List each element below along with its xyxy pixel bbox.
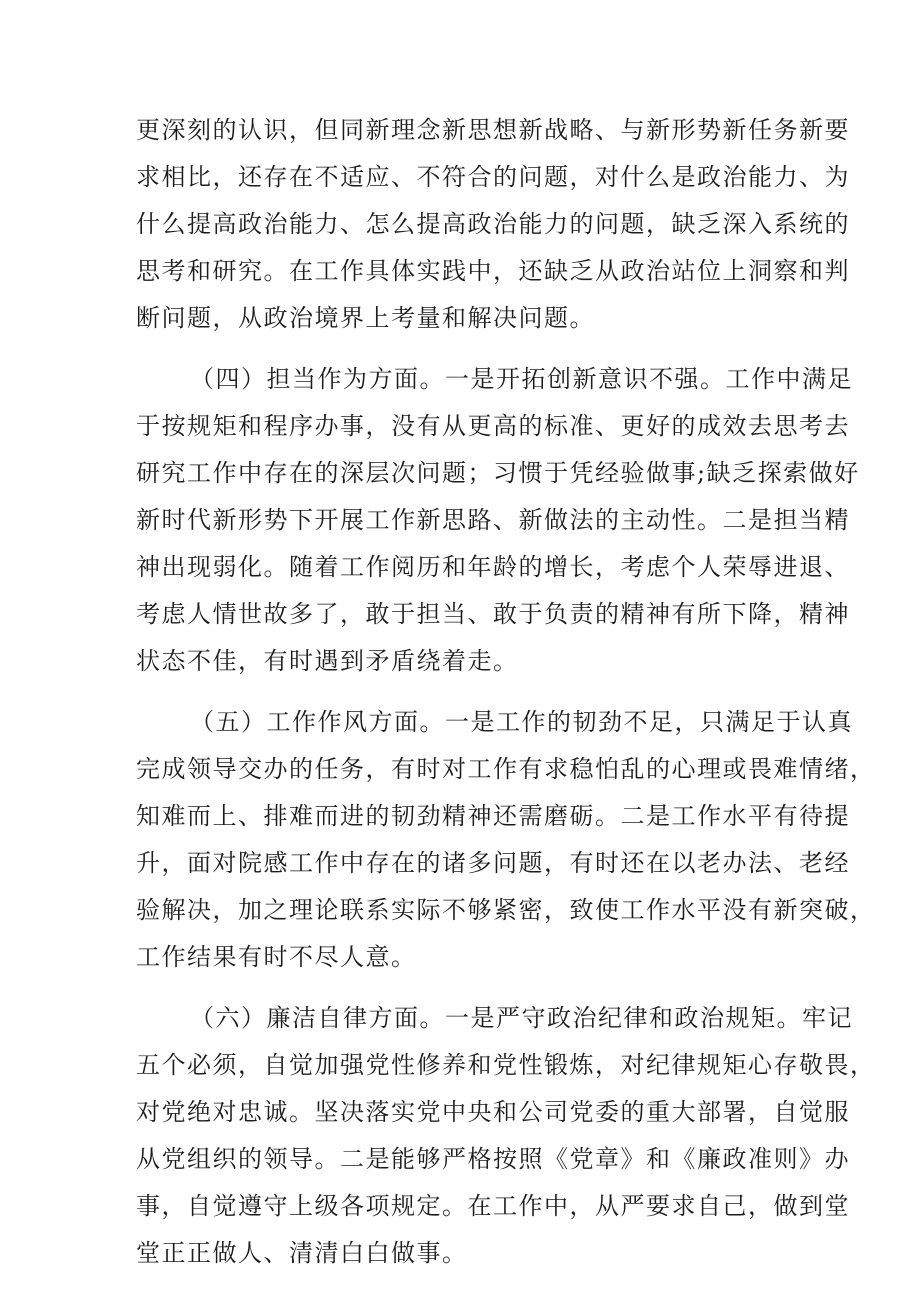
text-line: 完成领导交办的任务，有时对工作有求稳怕乱的心理或畏难情绪， xyxy=(136,755,876,783)
text-line: （四）担当作为方面。一是开拓创新意识不强。工作中满足 xyxy=(190,365,853,393)
text-line: 更深刻的认识，但同新理念新思想新战略、与新形势新任务新要 xyxy=(136,116,850,144)
text-line: 考虑人情世故多了，敢于担当、敢于负责的精神有所下降，精神 xyxy=(136,600,850,628)
text-line: 思考和研究。在工作具体实践中，还缺乏从政治站位上洞察和判 xyxy=(136,257,850,285)
paragraph-gap xyxy=(136,342,788,356)
text-line: 什么提高政治能力、怎么提高政治能力的问题，缺乏深入系统的 xyxy=(136,210,850,238)
text-line: 事，自觉遵守上级各项规定。在工作中，从严要求自己，做到堂 xyxy=(136,1192,850,1220)
paragraph-six xyxy=(136,995,876,1277)
text-line: 新时代新形势下开展工作新思路、新做法的主动性。二是担当精 xyxy=(136,506,850,534)
text-line: （五）工作作风方面。一是工作的韧劲不足，只满足于认真 xyxy=(190,708,853,736)
text-line: （六）廉洁自律方面。一是严守政治纪律和政治规矩。牢记 xyxy=(190,1004,853,1032)
text-line: 五个必须，自觉加强党性修养和党性锻炼，对纪律规矩心存敬畏， xyxy=(136,1051,876,1079)
document-body xyxy=(136,107,876,1277)
text-line: 知难而上、排难而进的韧劲精神还需磨砺。二是工作水平有待提 xyxy=(136,802,850,830)
text-line: 工作结果有时不尽人意。 xyxy=(136,943,417,971)
text-line: 于按规矩和程序办事，没有从更高的标准、更好的成效去思考去 xyxy=(136,412,850,440)
paragraph-four xyxy=(136,356,860,685)
text-line: 升，面对院感工作中存在的诸多问题，有时还在以老办法、老经 xyxy=(136,849,850,877)
text-line: 神出现弱化。随着工作阅历和年龄的增长，考虑个人荣辱进退、 xyxy=(136,553,850,581)
text-line: 验解决，加之理论联系实际不够紧密，致使工作水平没有新突破， xyxy=(136,896,876,924)
text-line: 状态不佳，有时遇到矛盾绕着走。 xyxy=(136,647,519,675)
text-line: 研究工作中存在的深层次问题；习惯于凭经验做事;缺乏探索做好 xyxy=(136,459,860,487)
paragraph-continuation xyxy=(136,107,850,342)
paragraph-five xyxy=(136,699,876,981)
paragraph-gap xyxy=(136,685,788,699)
text-line: 断问题，从政治境界上考量和解决问题。 xyxy=(136,304,595,332)
text-line: 从党组织的领导。二是能够严格按照《党章》和《廉政准则》办 xyxy=(136,1145,850,1173)
text-line: 求相比，还存在不适应、不符合的问题，对什么是政治能力、为 xyxy=(136,163,850,191)
text-line: 对党绝对忠诚。坚决落实党中央和公司党委的重大部署，自觉服 xyxy=(136,1098,850,1126)
text-line: 堂正正做人、清清白白做事。 xyxy=(136,1239,468,1267)
paragraph-gap xyxy=(136,981,788,995)
